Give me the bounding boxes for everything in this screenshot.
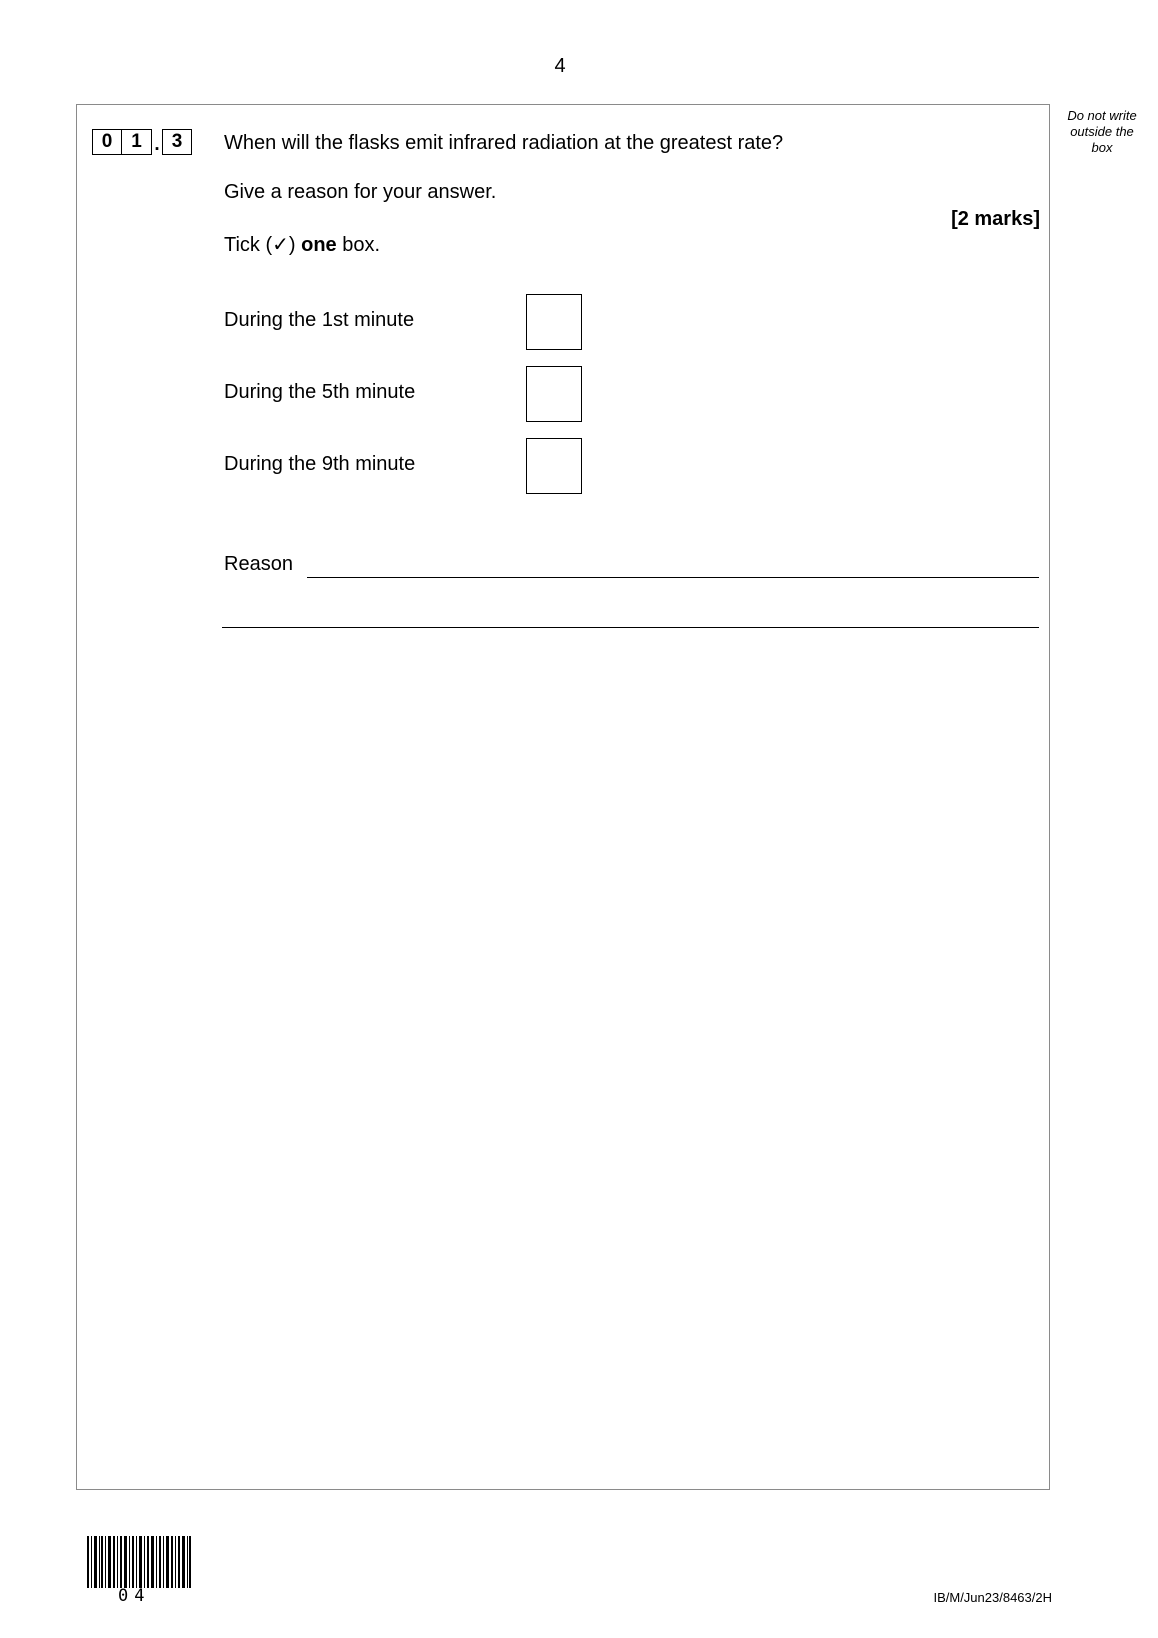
option-label-9th-minute: During the 9th minute <box>224 453 416 475</box>
tick-box-1st-minute[interactable] <box>526 294 582 350</box>
tick-instruction-prefix: Tick (✓) <box>224 234 302 256</box>
question-instruction: Give a reason for your answer. <box>224 181 497 203</box>
margin-note-line: Do not write <box>1067 108 1137 123</box>
margin-note <box>1058 108 1146 156</box>
barcode-text: 04 <box>118 1586 151 1606</box>
footer-reference: IB/M/Jun23/8463/2H <box>933 1590 1052 1605</box>
marks-label: [2 marks] <box>951 208 1040 230</box>
reason-answer-line[interactable] <box>222 627 1039 628</box>
tick-instruction-emphasis: one <box>301 234 337 256</box>
barcode <box>87 1536 191 1588</box>
question-text: When will the flasks emit infrared radiation at the greatest rate? <box>224 132 784 154</box>
reason-answer-line[interactable] <box>307 577 1039 578</box>
question-number-digit: 1 <box>122 129 152 155</box>
page-number: 4 <box>554 55 566 77</box>
option-label-1st-minute: During the 1st minute <box>224 309 415 331</box>
tick-instruction <box>224 232 380 257</box>
option-label-5th-minute: During the 5th minute <box>224 381 416 403</box>
question-number-separator: . <box>154 134 160 155</box>
tick-instruction-suffix: box. <box>336 234 381 256</box>
question-number <box>92 129 192 155</box>
tick-box-5th-minute[interactable] <box>526 366 582 422</box>
margin-note-line: outside the <box>1070 124 1134 139</box>
tick-box-9th-minute[interactable] <box>526 438 582 494</box>
question-number-digit: 3 <box>162 129 192 155</box>
margin-note-line: box <box>1091 140 1113 155</box>
question-number-digit: 0 <box>92 129 122 155</box>
reason-label: Reason <box>224 553 293 575</box>
